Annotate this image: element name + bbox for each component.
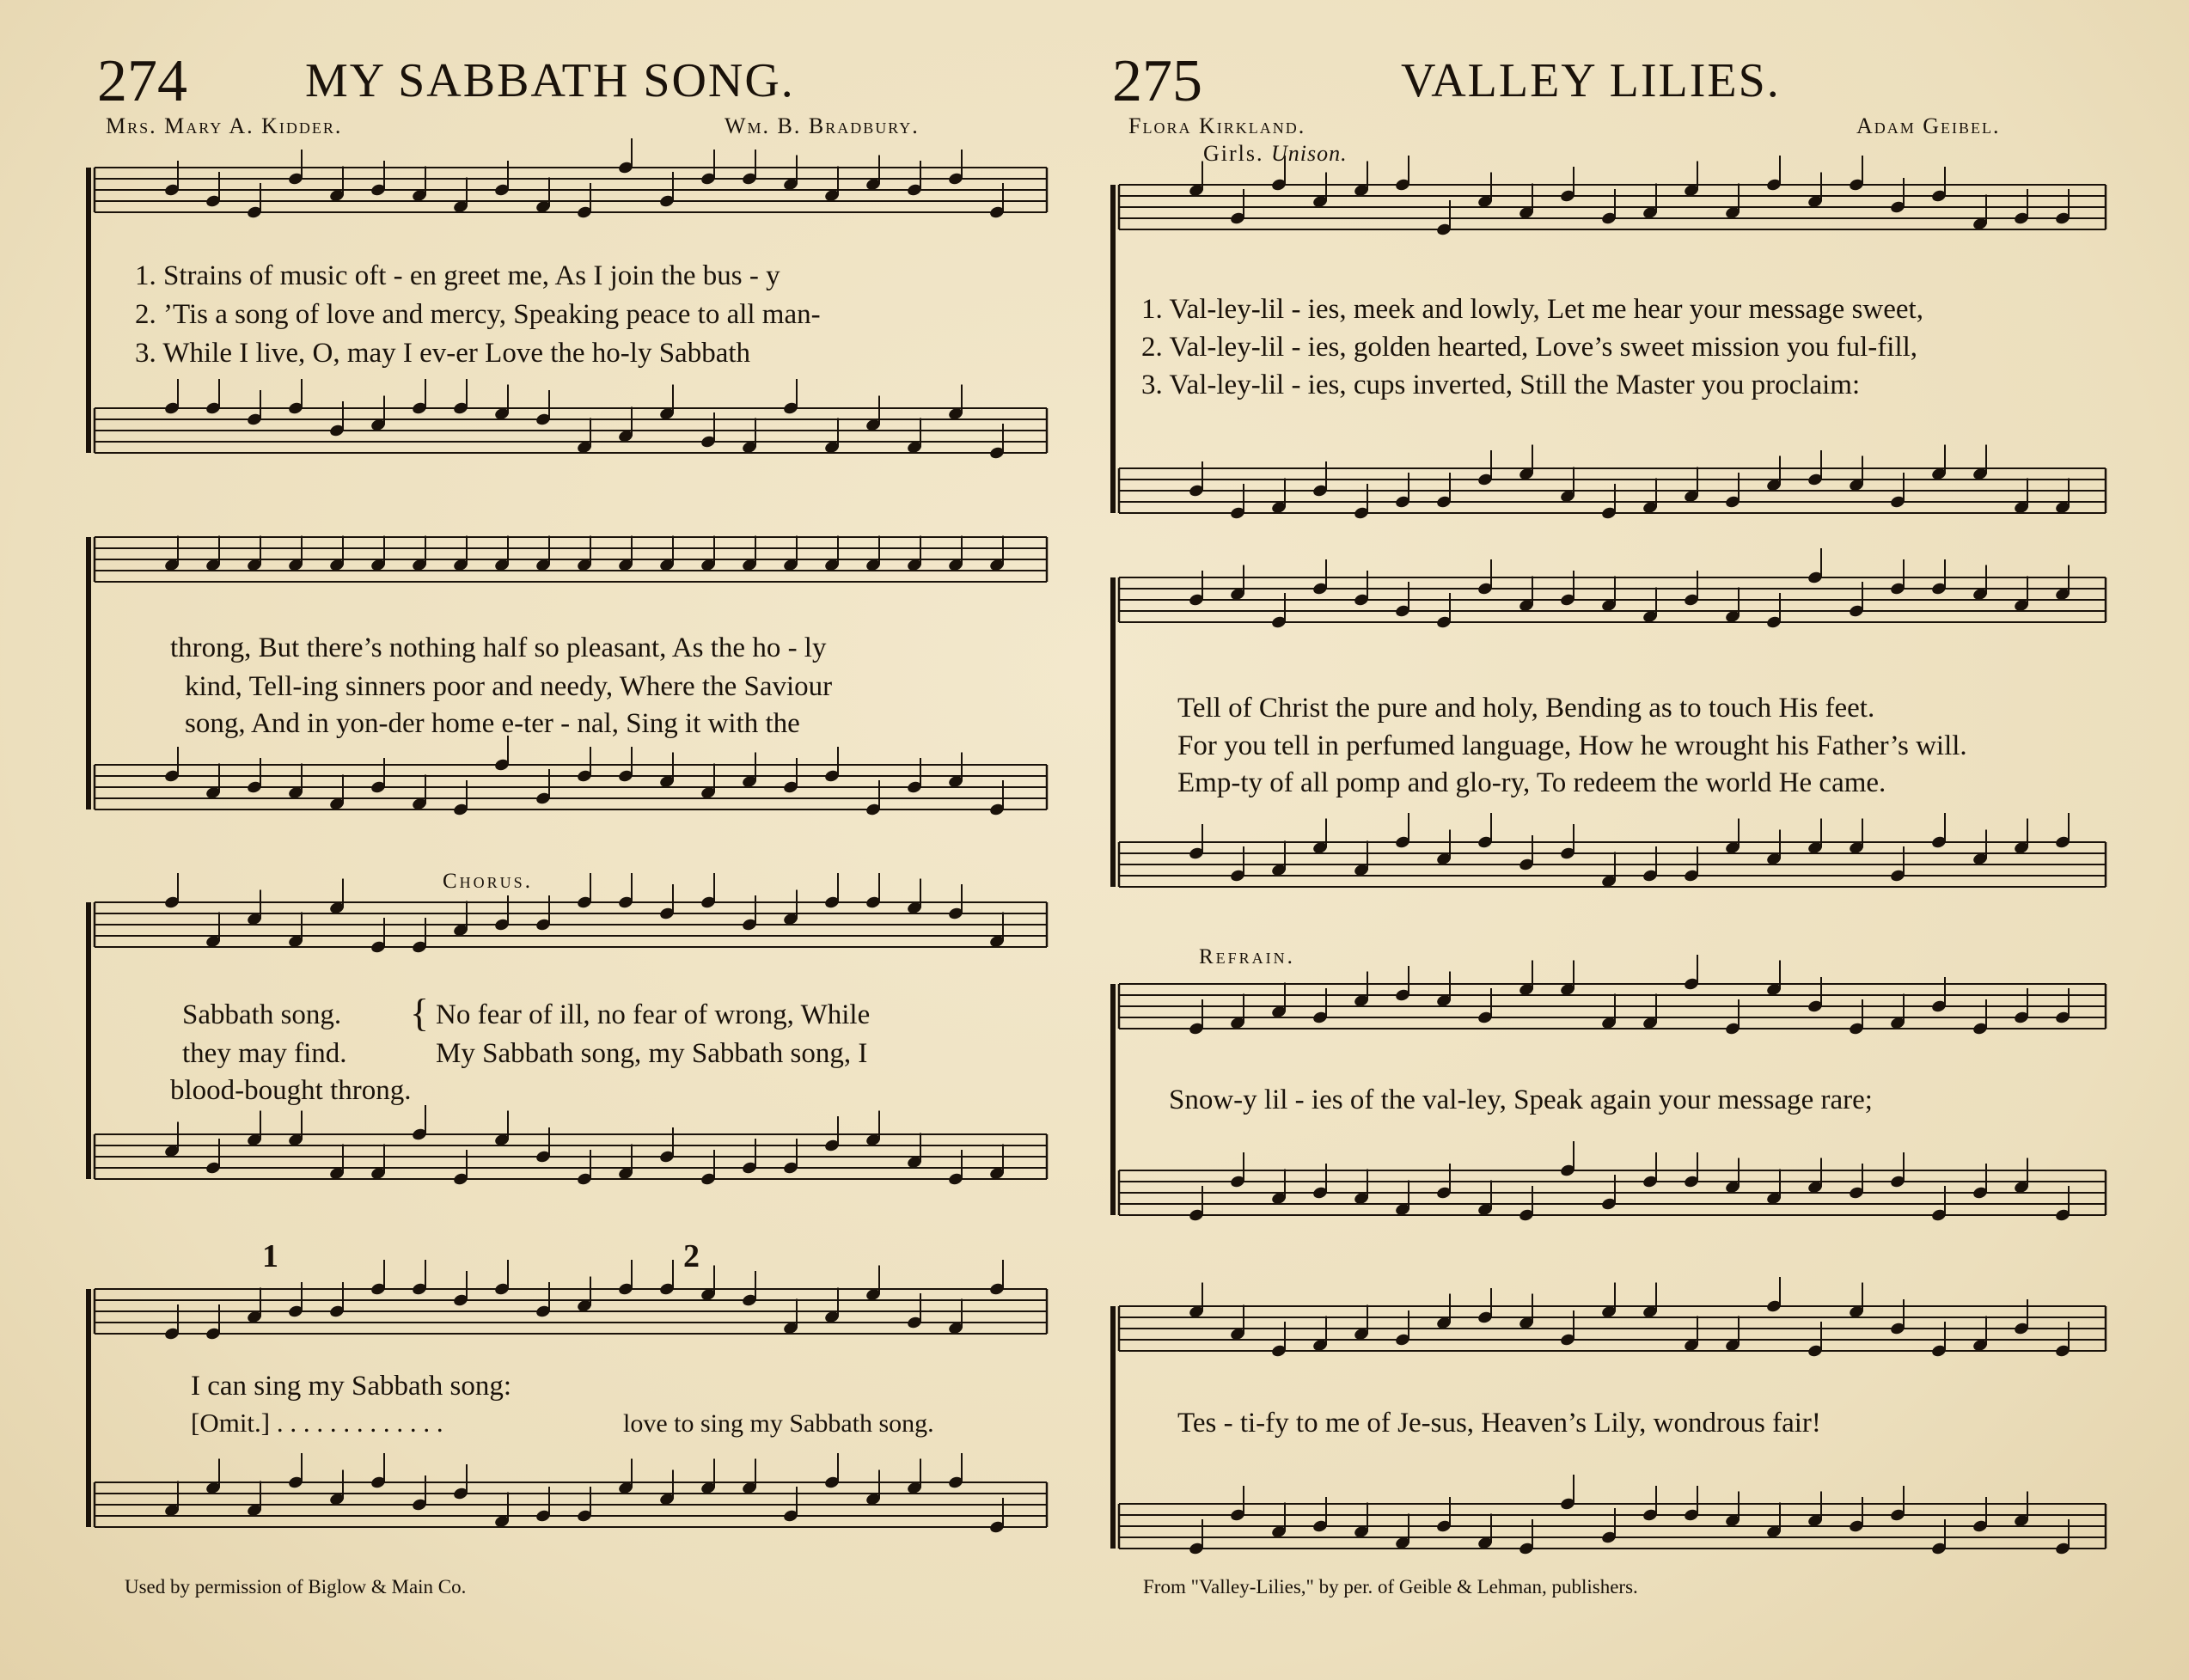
bass-staff bbox=[95, 379, 1047, 460]
system-bracket bbox=[86, 537, 91, 809]
verse-2-line-2: For you tell in perfumed language, How he wrought his Father’s will. bbox=[1177, 730, 1967, 761]
verse-3-line-2: Emp-ty of all pomp and glo-ry, To redeem the world He came. bbox=[1177, 767, 1886, 798]
verse-3-line: 3. While I live, O, may I ev-er Love the ho-ly Sabbath bbox=[135, 338, 751, 369]
hymn-title: VALLEY LILIES. bbox=[1401, 54, 1781, 107]
treble-staff bbox=[1119, 1277, 2106, 1358]
refrain-line-2: Tes - ti-fy to me of Je-sus, Heaven’s Lily, wondrous fair! bbox=[1177, 1408, 1821, 1439]
system-bracket bbox=[1110, 185, 1116, 513]
bass-staff bbox=[1119, 1141, 2106, 1222]
hymn-title: MY SABBATH SONG. bbox=[305, 54, 795, 107]
verse-1-line-2: throng, But there’s nothing half so pleasant, As the ho - ly bbox=[170, 632, 827, 663]
treble-staff bbox=[95, 873, 1047, 954]
system-bracket bbox=[1110, 984, 1116, 1215]
verse-1-line-2: Tell of Christ the pure and holy, Bending as to touch His feet. bbox=[1177, 693, 1875, 724]
omit-marking: [Omit.] . . . . . . . . . . . . . bbox=[191, 1408, 443, 1438]
hymn-number: 275 bbox=[1112, 48, 1202, 114]
chorus-brace: { bbox=[410, 991, 430, 1035]
bass-staff bbox=[1119, 445, 2106, 521]
verse-2-line: 2. Val-ley-lil - ies, golden hearted, Love’s sweet mission you ful-fill, bbox=[1141, 332, 1918, 363]
verse-3-line: 3. Val-ley-lil - ies, cups inverted, Still the Master you proclaim: bbox=[1141, 370, 1861, 400]
voice-label-text: Girls. bbox=[1203, 141, 1264, 166]
composer-credit: Wm. B. Bradbury. bbox=[725, 113, 920, 138]
chorus-verse-1: Sabbath song. bbox=[182, 999, 342, 1030]
chorus-refrain-2: My Sabbath song, my Sabbath song, I bbox=[436, 1038, 868, 1069]
chorus-verse-2: they may find. bbox=[182, 1038, 347, 1069]
treble-staff bbox=[95, 536, 1047, 583]
ending-2-marker: 2 bbox=[683, 1238, 700, 1274]
final-line-1: I can sing my Sabbath song: bbox=[191, 1371, 512, 1402]
permission-credit: Used by permission of Biglow & Main Co. bbox=[125, 1576, 467, 1598]
system-bracket bbox=[86, 1289, 91, 1527]
system-bracket bbox=[1110, 1306, 1116, 1549]
treble-staff bbox=[1119, 548, 2106, 629]
treble-staff bbox=[95, 138, 1047, 219]
hymn-number: 274 bbox=[97, 48, 187, 114]
bass-staff bbox=[1119, 1475, 2106, 1555]
bass-staff bbox=[95, 1105, 1047, 1186]
verse-2-line: 2. ’Tis a song of love and mercy, Speaking peace to all man- bbox=[135, 299, 821, 330]
chorus-verse-3: blood-bought throng. bbox=[170, 1075, 412, 1106]
chorus-label: Chorus. bbox=[443, 870, 533, 893]
author-credit: Flora Kirkland. bbox=[1128, 113, 1306, 138]
treble-staff bbox=[1119, 156, 2106, 236]
author-credit: Mrs. Mary A. Kidder. bbox=[106, 113, 343, 138]
verse-1-line: 1. Strains of music oft - en greet me, As I join the bus - y bbox=[135, 260, 780, 291]
verse-2-line-2: kind, Tell-ing sinners poor and needy, Where the Saviour bbox=[185, 671, 833, 702]
refrain-label: Refrain. bbox=[1199, 945, 1295, 968]
composer-credit: Adam Geibel. bbox=[1856, 113, 2001, 138]
voice-label-style: Unison. bbox=[1271, 141, 1348, 166]
verse-1-line: 1. Val-ley-lil - ies, meek and lowly, Let me hear your message sweet, bbox=[1141, 294, 1923, 325]
system-bracket bbox=[86, 902, 91, 1179]
verse-3-line-2: song, And in yon-der home e-ter - nal, Sing it with the bbox=[185, 708, 800, 739]
ending-1-marker: 1 bbox=[262, 1238, 278, 1274]
voice-label bbox=[1203, 141, 1348, 167]
publisher-credit: From "Valley-Lilies," by per. of Geible & Lehman, publishers. bbox=[1143, 1576, 1638, 1598]
bass-staff bbox=[95, 1453, 1047, 1534]
refrain-line-1: Snow-y lil - ies of the val-ley, Speak again your message rare; bbox=[1169, 1084, 1873, 1115]
bass-staff bbox=[1119, 813, 2106, 889]
bass-staff bbox=[95, 736, 1047, 816]
chorus-refrain-1: No fear of ill, no fear of wrong, While bbox=[436, 999, 871, 1030]
system-bracket bbox=[86, 168, 91, 453]
treble-staff bbox=[95, 1260, 1047, 1341]
final-line-2: love to sing my Sabbath song. bbox=[623, 1409, 934, 1438]
system-bracket bbox=[1110, 577, 1116, 887]
